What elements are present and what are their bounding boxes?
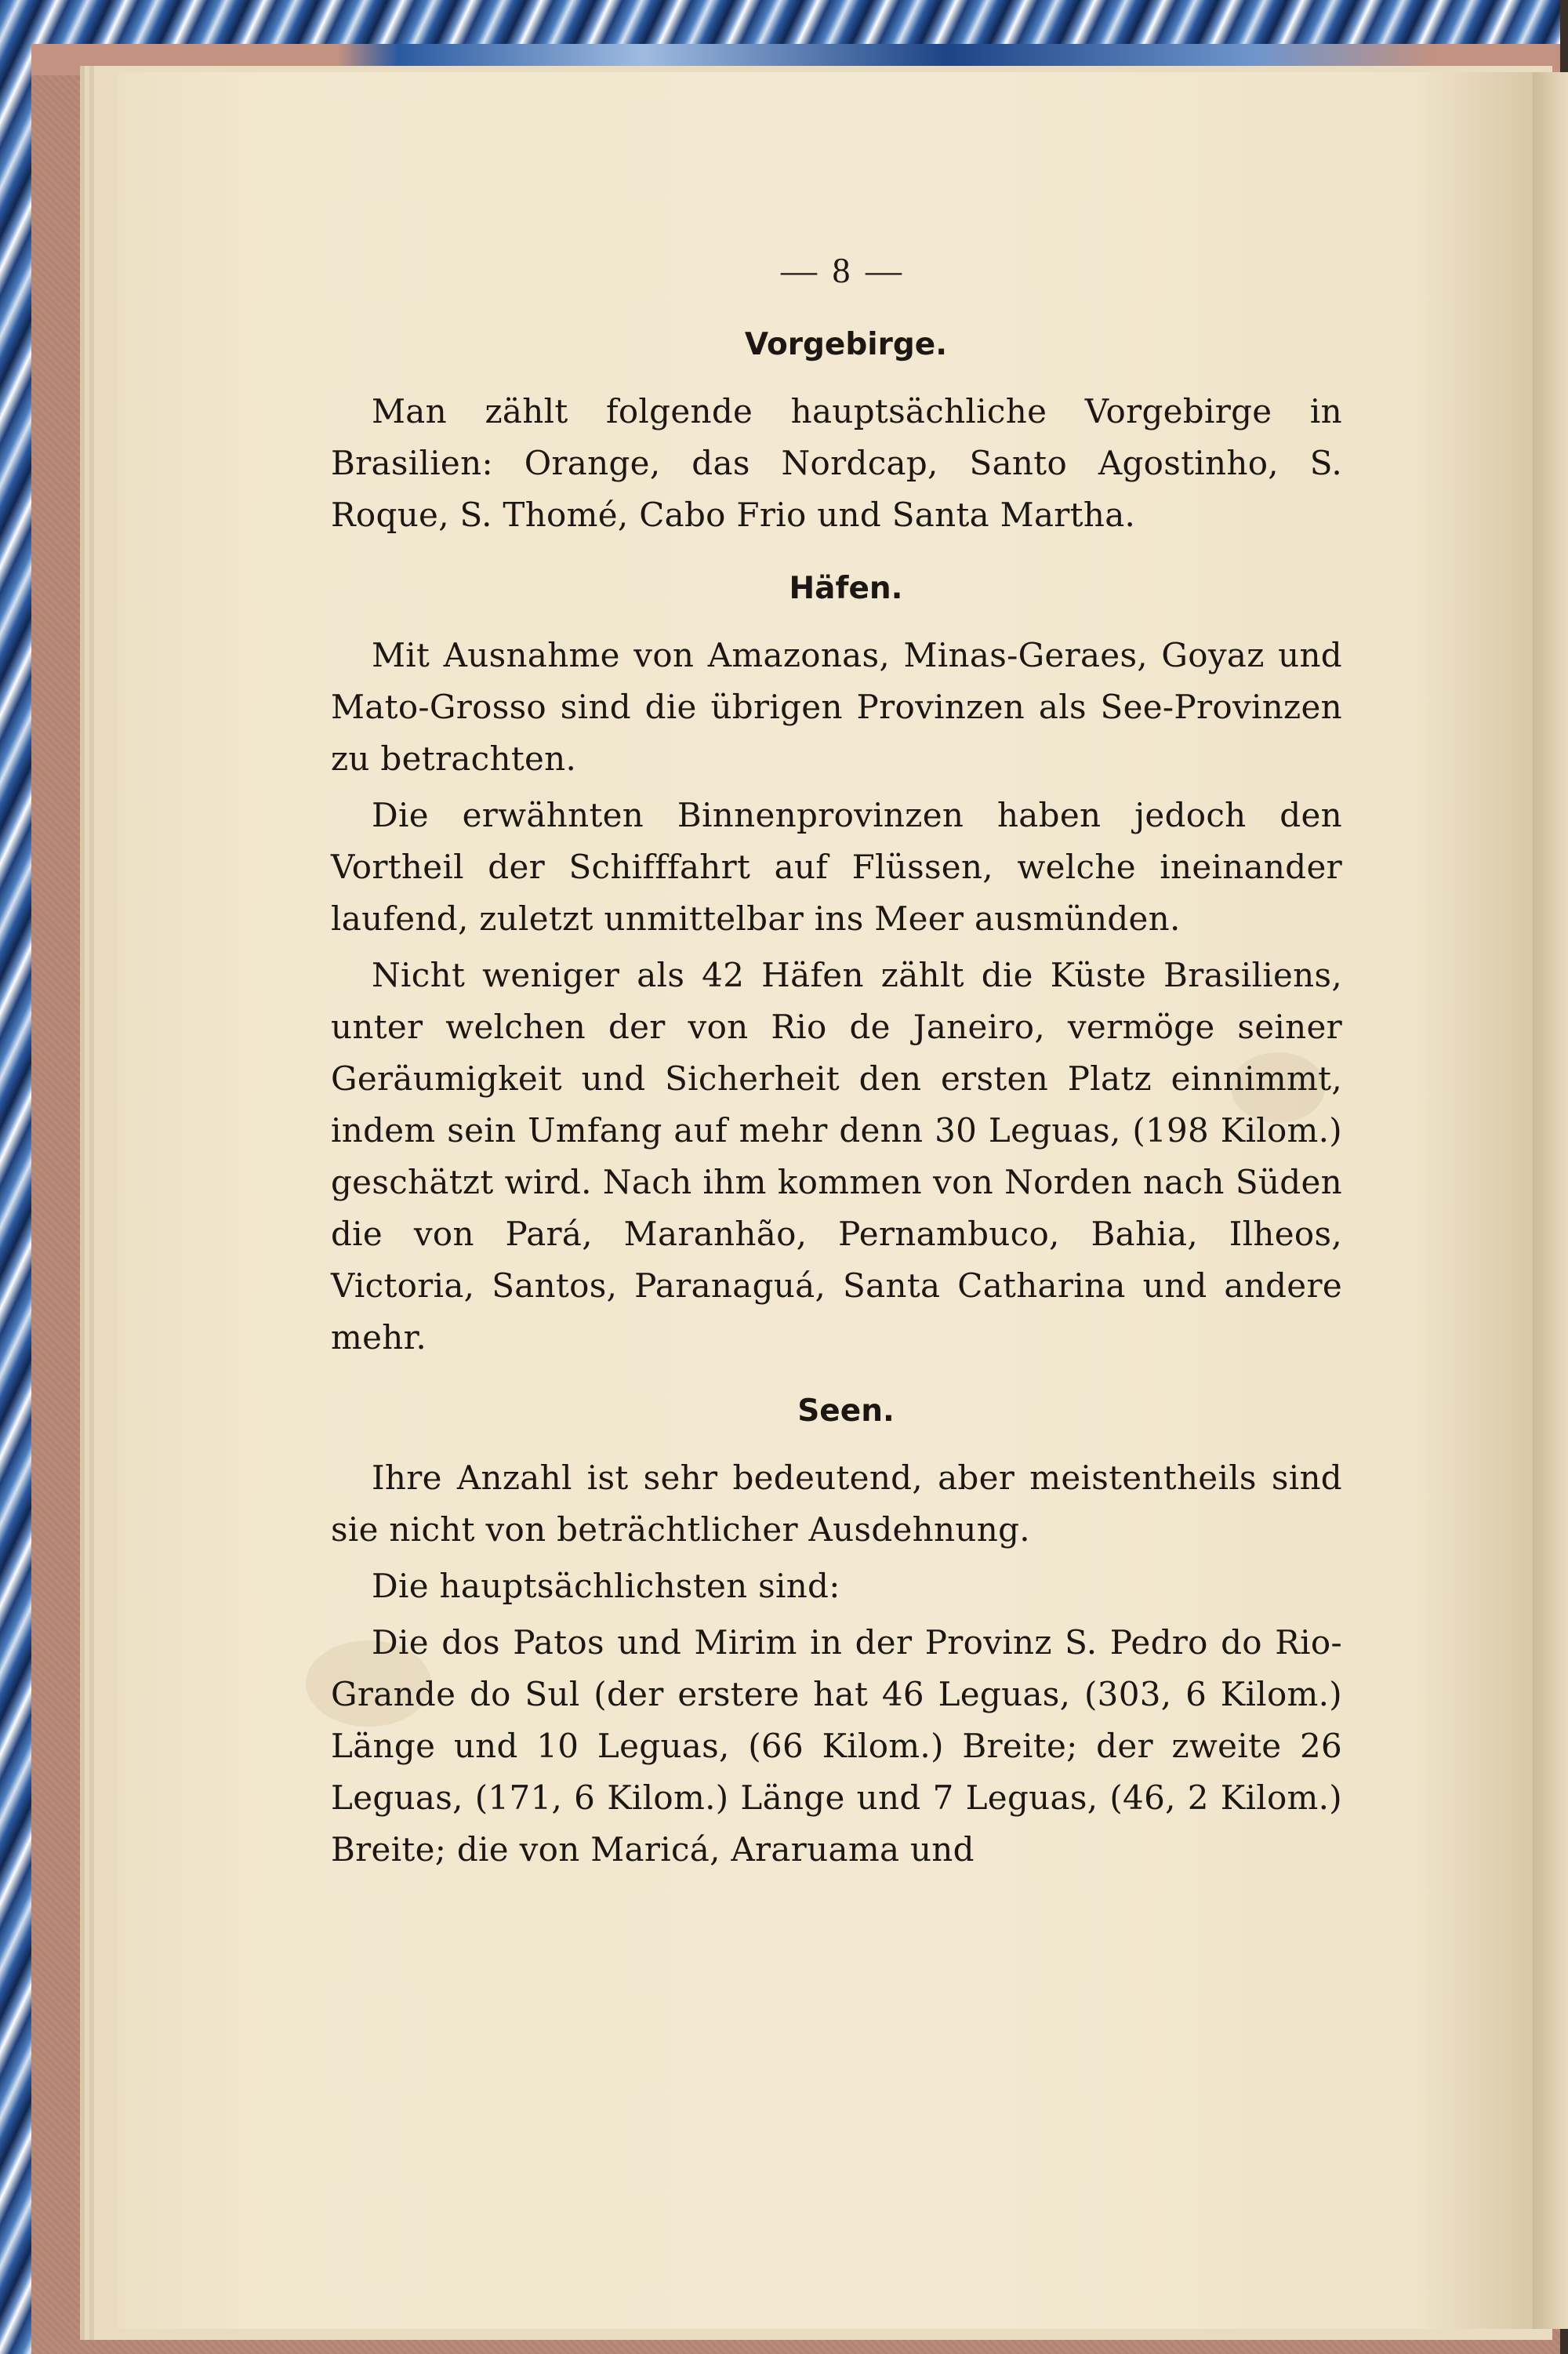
- paragraph: Die dos Patos und Mirim in der Provinz S. Pedro do Rio-Grande do Sul (der erstere hat 46 Leguas, (303, 6 Kilom.) Länge und 10 Leguas, (66 Kilom.) Breite; der zweite 26 Leguas, (171, 6 Kilom.) Länge und 7 Leguas, (46, 2 Kilom.) Breite; die von Maricá, Araruama und: [331, 1623, 1342, 1869]
- page-text: [331, 249, 1342, 1880]
- paragraph: Die hauptsächlichsten sind:: [372, 1567, 840, 1605]
- page-gutter-shade: [1533, 72, 1568, 2329]
- section-heading-seen: Seen.: [797, 1393, 895, 1429]
- paragraph: Man zählt folgende hauptsächliche Vorgebirge in Brasilien: Orange, das Nordcap, Santo Agostinho, S. Roque, S. Thomé, Cabo Frio und Santa Martha.: [331, 392, 1342, 534]
- paragraph: Nicht weniger als 42 Häfen zählt die Küste Brasiliens, unter welchen der von Rio de Janeiro, vermöge seiner Geräumigkeit und Sicherheit den ersten Platz einnimmt, indem sein Umfang auf mehr denn 30 Leguas, (198 Kilom.) geschätzt wird. Nach ihm kommen von Norden nach Süden die von Pará, Maranhão, Pernambuco, Bahia, Ilheos, Victoria, Santos, Paranaguá, Santa Catharina und andere mehr.: [331, 956, 1342, 1357]
- paragraph: Ihre Anzahl ist sehr bedeutend, aber meistentheils sind sie nicht von beträchtlicher Ausdehnung.: [331, 1459, 1342, 1549]
- section-heading-vorgebirge: Vorgebirge.: [744, 327, 948, 362]
- page-number: — 8 —: [781, 250, 905, 290]
- paragraph: Die erwähnten Binnenprovinzen haben jedoch den Vortheil der Schifffahrt auf Flüssen, welche ineinander laufend, zuletzt unmittelbar ins Meer ausmünden.: [331, 796, 1342, 938]
- section-heading-haefen: Häfen.: [789, 571, 903, 606]
- paragraph: Mit Ausnahme von Amazonas, Minas-Geraes, Goyaz und Mato-Grosso sind die übrigen Provinzen als See-Provinzen zu betrachten.: [331, 636, 1342, 778]
